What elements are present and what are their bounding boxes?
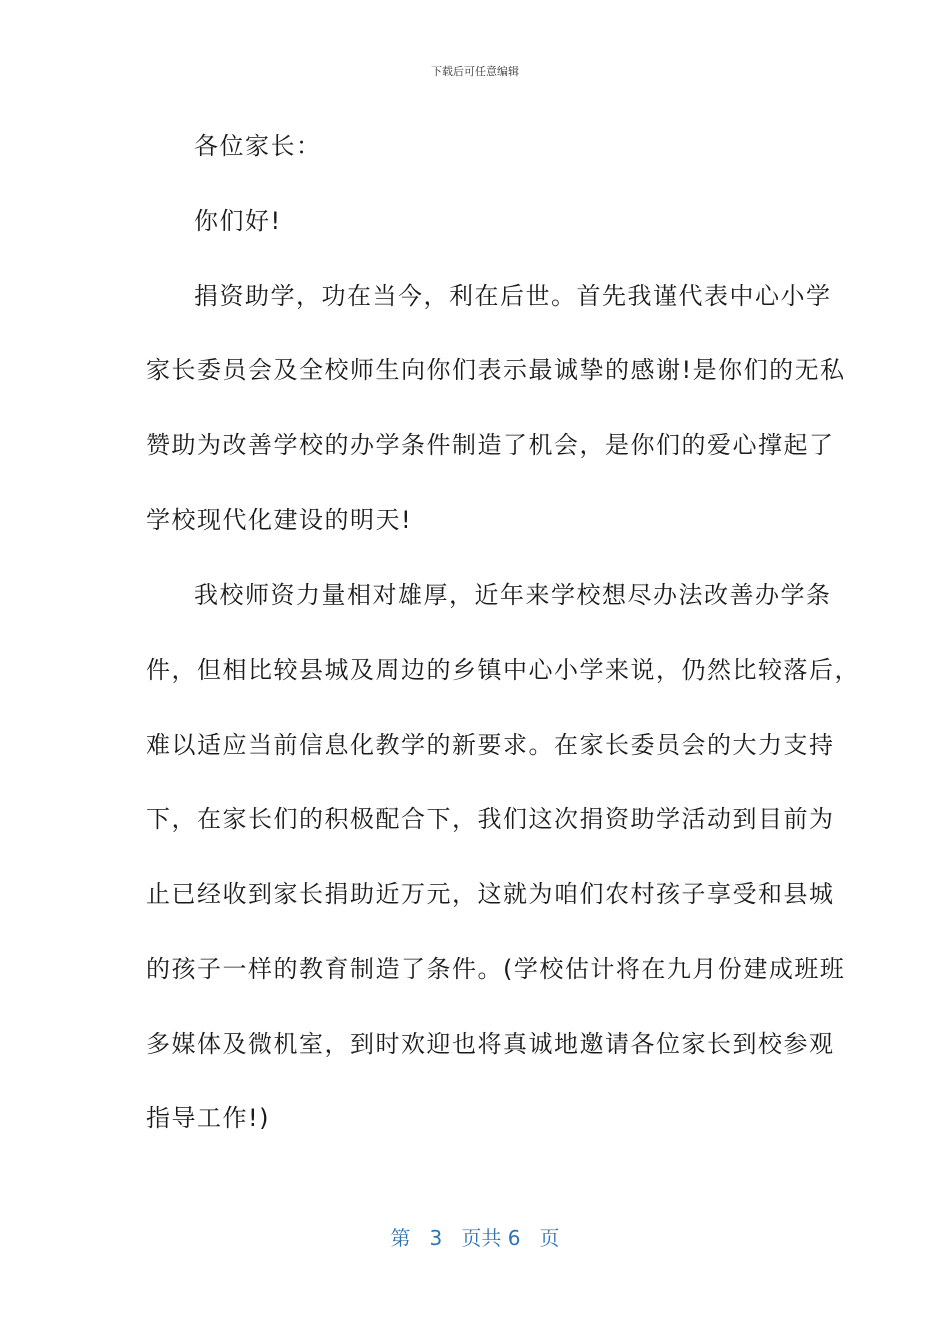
- paragraph-1-line-1: 捐资助学，功在当今，利在后世。首先我谨代表中心小学: [194, 282, 832, 310]
- paragraph-2-line-2: 件，但相比较县城及周边的乡镇中心小学来说，仍然比较落后，: [146, 656, 860, 684]
- total-page-count: 6: [507, 1226, 521, 1250]
- paragraph-1-line-2: 家长委员会及全校师生向你们表示最诚挚的感谢!是你们的无私: [146, 356, 846, 384]
- paragraph-1-line-3: 赞助为改善学校的办学条件制造了机会，是你们的爱心撑起了: [146, 431, 835, 459]
- salutation: 各位家长：: [194, 132, 322, 160]
- current-page-number: 3: [429, 1226, 443, 1250]
- page-header-note: 下载后可任意编辑: [431, 65, 519, 78]
- page-number-footer: [0, 1224, 950, 1252]
- footer-prefix: 第: [390, 1226, 411, 1250]
- paragraph-2-line-1: 我校师资力量相对雄厚，近年来学校想尽办法改善办学条: [194, 581, 832, 609]
- paragraph-2-line-3: 难以适应当前信息化教学的新要求。在家长委员会的大力支持: [146, 731, 835, 759]
- paragraph-2-line-5: 止已经收到家长捐助近万元，这就为咱们农村孩子享受和县城: [146, 880, 835, 908]
- footer-suffix: 页: [539, 1226, 560, 1250]
- paragraph-1-line-4: 学校现代化建设的明天!: [146, 506, 413, 534]
- footer-middle: 页共: [461, 1226, 502, 1250]
- paragraph-2-line-6: 的孩子一样的教育制造了条件。(学校估计将在九月份建成班班: [146, 955, 846, 983]
- greeting: 你们好!: [194, 207, 282, 235]
- paragraph-2-line-7: 多媒体及微机室，到时欢迎也将真诚地邀请各位家长到校参观: [146, 1030, 835, 1058]
- paragraph-2-line-8: 指导工作!): [146, 1104, 270, 1132]
- paragraph-2-line-4: 下，在家长们的积极配合下，我们这次捐资助学活动到目前为: [146, 805, 835, 833]
